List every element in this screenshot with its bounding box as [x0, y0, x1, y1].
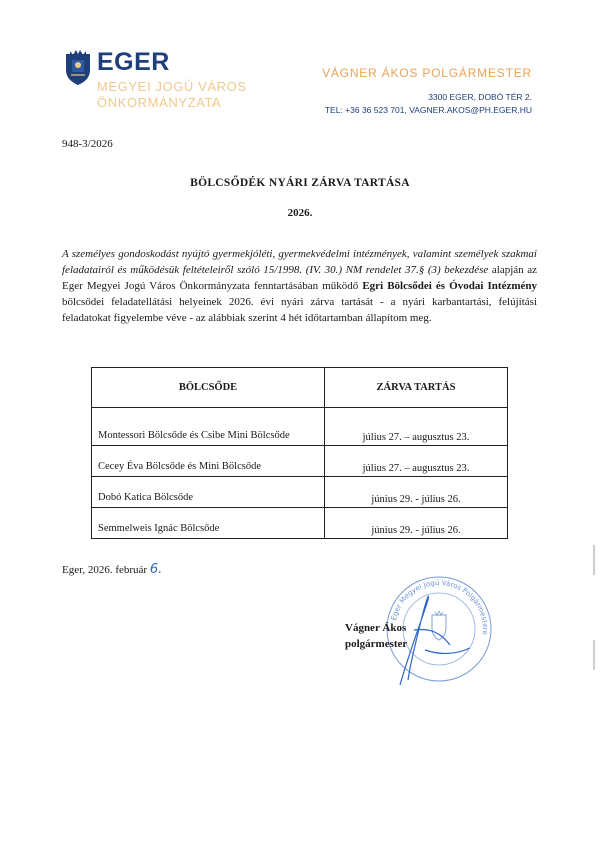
table-row	[92, 446, 508, 477]
signer-name: Vágner Ákos	[345, 622, 407, 634]
column-header-closure: ZÁRVA TARTÁS	[325, 368, 508, 408]
table-row	[92, 508, 508, 539]
logo-subtitle-line2: ÖNKORMÁNYZATA	[97, 95, 222, 110]
institution-name: Egri Bölcsődei és Óvodai Intézmény	[362, 280, 538, 292]
paragraph-text-1: alapján az Eger Megyei Jogú Város Önkormányzata fenntartásában működő	[62, 264, 538, 292]
nursery-name: Cecey Éva Bölcsőde és Mini Bölcsőde	[92, 446, 325, 477]
closure-period: június 29. - július 26.	[325, 508, 508, 539]
handwritten-day: 6.	[149, 562, 163, 577]
place-date: Eger, 2026. február	[62, 564, 150, 576]
table-row	[92, 408, 508, 446]
office-address: 3300 EGER, DOBÓ TÉR 2.	[428, 92, 532, 102]
column-header-nursery: BÖLCSŐDE	[92, 368, 325, 408]
stamp-text: Eger Megyei Jogú Város Polgármestere	[389, 578, 490, 636]
scan-edge-mark	[593, 640, 595, 670]
logo-title: EGER	[97, 48, 170, 76]
signature-block	[345, 620, 407, 652]
nursery-name: Semmelweis Ignác Bölcsőde	[92, 508, 325, 539]
table-row	[92, 477, 508, 508]
document-year: 2026.	[287, 207, 313, 219]
closure-period: július 27. – augusztus 23.	[325, 446, 508, 477]
logo-subtitle-line1: MEGYEI JOGÚ VÁROS	[97, 79, 247, 94]
contact-info: TEL: +36 36 523 701, VAGNER.AKOS@PH.EGER.HU	[324, 105, 532, 115]
city-crest-icon	[62, 48, 94, 86]
document-title: BÖLCSŐDÉK NYÁRI ZÁRVA TARTÁSA	[190, 177, 410, 189]
paragraph-text-2: bölcsődei feladatellátási helyeinek 2026. évi nyári zárva tartását - a nyári karbantartási, felújítási feladatokat figyelembe véve - az alábbiak szerint 4 hét időtartamban állapítom meg.	[62, 296, 537, 324]
body-paragraph	[62, 246, 537, 326]
legal-reference-text: A személyes gondoskodást nyújtó gyermekjóléti, gyermekvédelmi intézmények, valamint személyek szakmai feladatairól és működésük feltételeiről szóló 15/1998. (IV. 30.) NM rendelet 37.§ (3) bekezdése	[62, 248, 537, 276]
reference-number: 948-3/2026	[62, 138, 113, 150]
mayor-title: VÁGNER ÁKOS POLGÁRMESTER	[322, 66, 532, 80]
closure-table	[91, 367, 508, 539]
closure-period: július 27. – augusztus 23.	[325, 408, 508, 446]
scan-edge-mark	[593, 545, 595, 575]
closure-period: június 29. - július 26.	[325, 477, 508, 508]
table-header-row	[92, 368, 508, 408]
nursery-name: Montessori Bölcsőde és Csibe Mini Bölcsőde	[92, 408, 325, 446]
date-line	[62, 562, 162, 577]
signer-title: polgármester	[345, 638, 408, 650]
nursery-name: Dobó Katica Bölcsőde	[92, 477, 325, 508]
